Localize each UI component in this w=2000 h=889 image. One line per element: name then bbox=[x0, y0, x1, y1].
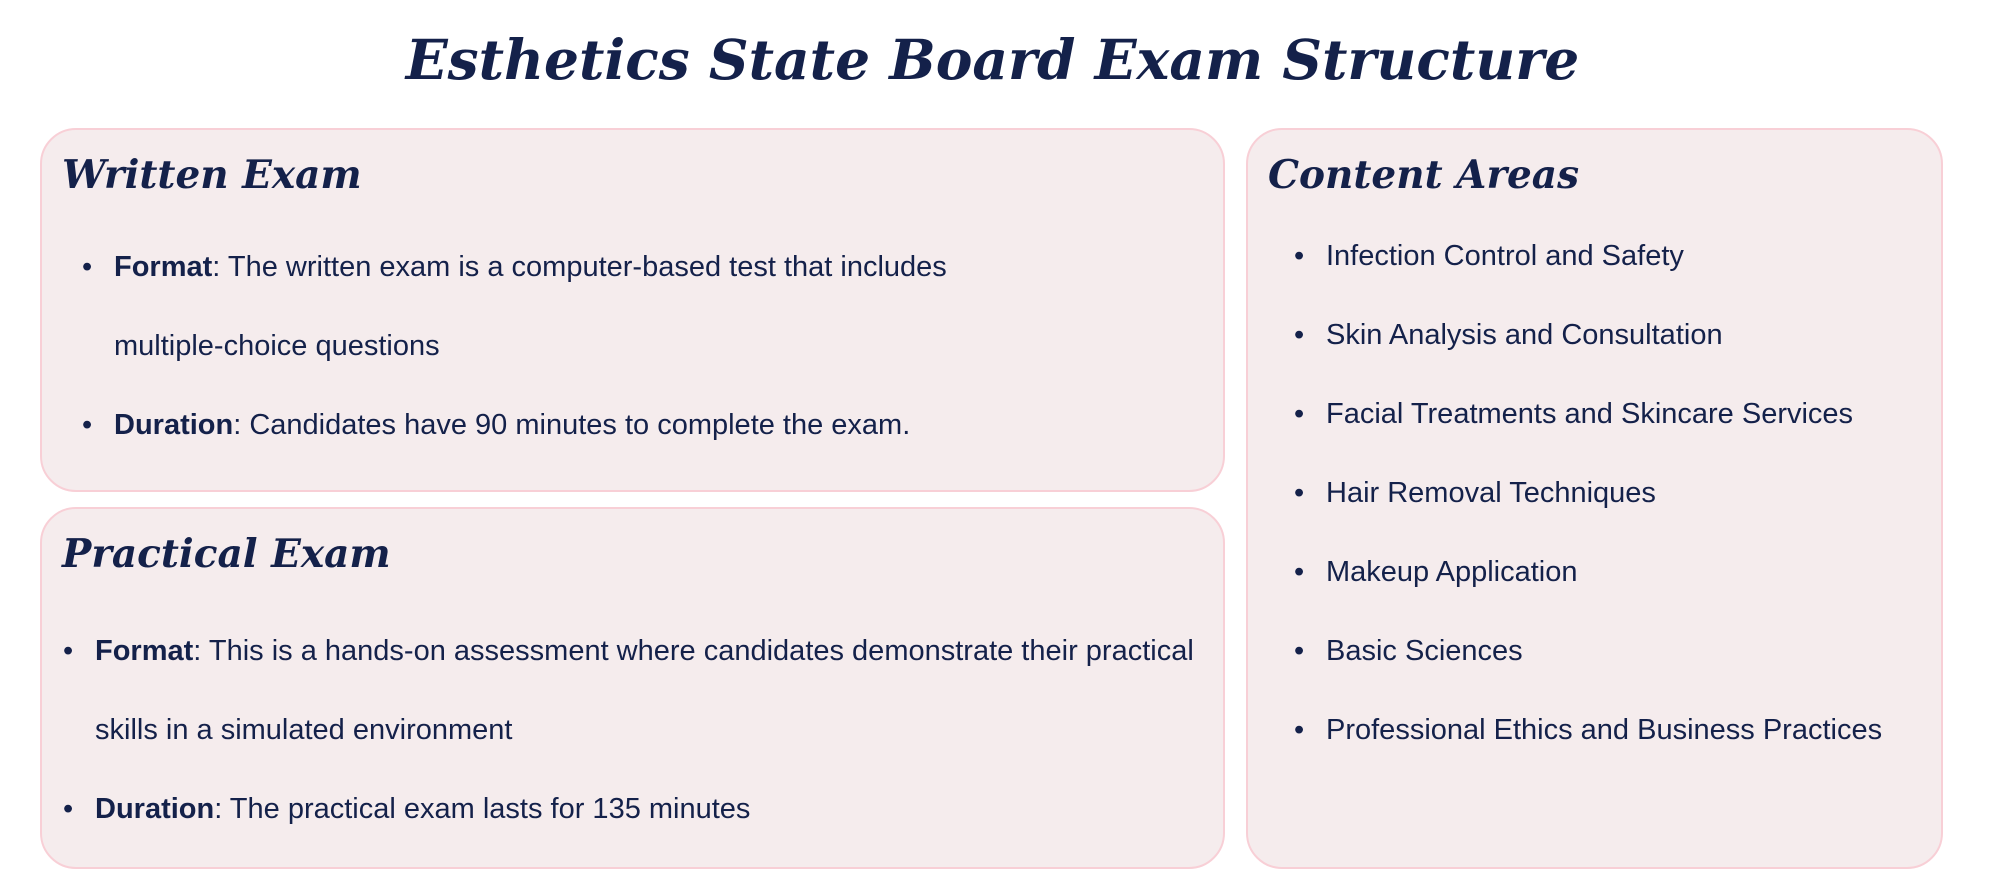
practical-exam-list bbox=[63, 612, 1195, 849]
content-area-text: Infection Control and Safety bbox=[1326, 240, 1684, 272]
list-item bbox=[63, 612, 1195, 770]
content-area-text: Basic Sciences bbox=[1326, 635, 1523, 667]
item-label: Format bbox=[95, 635, 194, 667]
item-label: Duration bbox=[114, 409, 234, 441]
content-area-text: Makeup Application bbox=[1326, 556, 1578, 588]
list-item bbox=[1294, 533, 1936, 612]
bullet-icon: • bbox=[1294, 477, 1305, 509]
content-areas-list bbox=[1294, 217, 1936, 770]
item-label: Duration bbox=[95, 793, 215, 825]
written-exam-list bbox=[82, 228, 1054, 465]
bullet-icon: • bbox=[1294, 240, 1305, 272]
bullet-icon: • bbox=[1294, 319, 1305, 351]
list-item bbox=[82, 228, 1054, 386]
list-item bbox=[1294, 691, 1936, 770]
bullet-icon: • bbox=[63, 793, 74, 825]
list-item bbox=[1294, 454, 1936, 533]
content-areas-title: Content Areas bbox=[1268, 152, 1580, 198]
list-item bbox=[1294, 612, 1936, 691]
bullet-icon: • bbox=[63, 635, 74, 667]
page-title: Esthetics State Board Exam Structure bbox=[405, 27, 1580, 92]
item-text: : The practical exam lasts for 135 minutes bbox=[214, 793, 751, 825]
list-item bbox=[63, 770, 1195, 849]
list-item bbox=[82, 386, 1054, 465]
bullet-icon: • bbox=[1294, 398, 1305, 430]
bullet-icon: • bbox=[82, 409, 93, 441]
content-area-text: Skin Analysis and Consultation bbox=[1326, 319, 1723, 351]
list-item bbox=[1294, 217, 1936, 296]
bullet-icon: • bbox=[1294, 714, 1305, 746]
content-area-text: Professional Ethics and Business Practices bbox=[1326, 714, 1883, 746]
bullet-icon: • bbox=[82, 251, 93, 283]
content-area-text: Facial Treatments and Skincare Services bbox=[1326, 398, 1854, 430]
item-text: : The written exam is a computer-based test that includes multiple-choice questions bbox=[114, 251, 947, 362]
bullet-icon: • bbox=[1294, 635, 1305, 667]
list-item bbox=[1294, 375, 1936, 454]
bullet-icon: • bbox=[1294, 556, 1305, 588]
item-text: : Candidates have 90 minutes to complete the exam. bbox=[233, 409, 911, 441]
list-item bbox=[1294, 296, 1936, 375]
content-area-text: Hair Removal Techniques bbox=[1326, 477, 1656, 509]
item-text: : This is a hands-on assessment where candidates demonstrate their practical skills in a simulated environment bbox=[95, 635, 1194, 746]
practical-exam-title: Practical Exam bbox=[62, 531, 391, 577]
written-exam-title: Written Exam bbox=[62, 152, 362, 198]
item-label: Format bbox=[114, 251, 213, 283]
